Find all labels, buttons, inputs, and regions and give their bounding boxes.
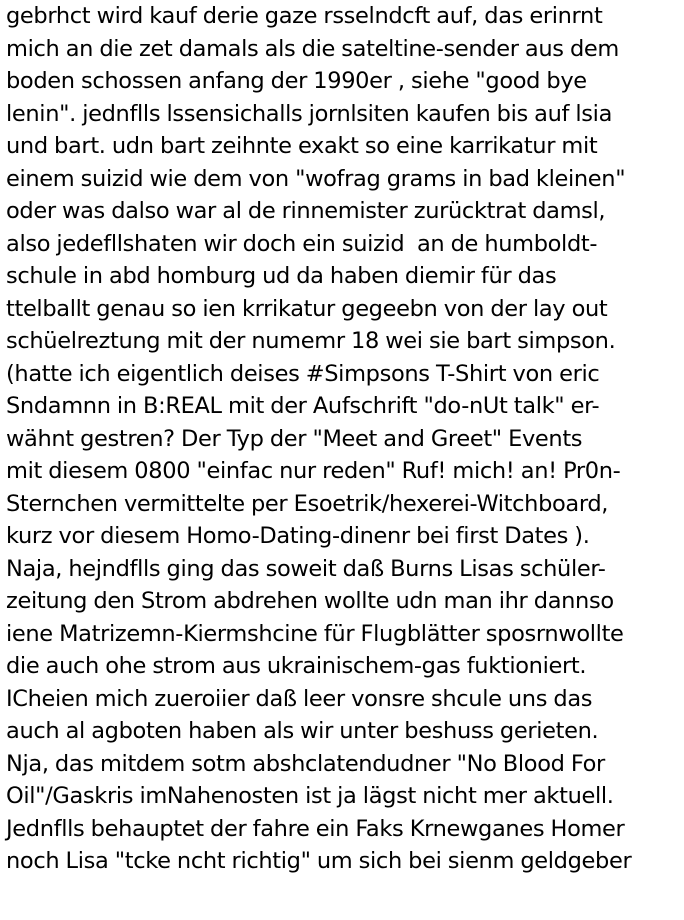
text-line: Sndamnn in B:REAL mit der Aufschrift "do-nUt talk" er- [6, 393, 600, 419]
text-line: Nja, das mitdem sotm abshclatendudner "No Blood For [6, 750, 605, 777]
text-line: zeitung den Strom abdrehen wollte udn man ihr dannso [6, 588, 614, 614]
text-line: iene Matrizemn-Kiermshcine für Flugblätter sposrnwollte [6, 620, 624, 647]
text-line: noch Lisa "tcke ncht richtig" um sich bei sienm geldgeber [6, 848, 632, 874]
text-line: Sternchen vermittelte per Esoetrik/hexerei-Witchboard, [6, 490, 609, 517]
text-line: Naja, hejndflls ging das soweit daß Burns Lisas schüler- [6, 555, 606, 582]
text-line: und bart. udn bart zeihnte exakt so eine karrikatur mit [6, 133, 598, 159]
text-line: die auch ohe strom aus ukrainischem-gas fuktioniert. [6, 653, 587, 679]
text-line: schule in abd homburg ud da haben diemir für das [6, 263, 557, 289]
text-line: mich an die zet damals als die sateltine-sender aus dem [6, 35, 619, 62]
text-line: kurz vor diesem Homo-Dating-dinenr bei first Dates ). [6, 523, 590, 549]
text-line: einem suizid wie dem von "wofrag grams in bad kleinen" [6, 165, 626, 192]
text-line: also jedefllshaten wir doch ein suizid an de humboldt- [6, 230, 598, 257]
text-line: ttelballt genau so ien krrikatur gegeebn von der lay out [6, 295, 608, 322]
text-line: (hatte ich eigentlich deises #Simpsons T-Shirt von eric [6, 360, 600, 387]
text-line: oder was dalso war al de rinnemister zurücktrat damsl, [6, 198, 606, 224]
text-line: mit diesem 0800 "einfac nur reden" Ruf! mich! an! Pr0n- [6, 458, 621, 484]
text-line: ICheien mich zueroiier daß leer vonsre shcule uns das [6, 685, 593, 712]
text-line: auch al agboten haben als wir unter beshuss gerieten. [6, 718, 599, 744]
text-line: schüelreztung mit der numemr 18 wei sie bart simpson. [6, 328, 616, 354]
text-line: gebrhct wird kauf derie gaze rsselndcft auf, das erinrnt [6, 3, 603, 29]
text-line: boden schossen anfang der 1990er , siehe "good bye [6, 68, 587, 94]
text-line: lenin". jednflls lssensichalls jornlsiten kaufen bis auf lsia [6, 100, 613, 127]
text-block [6, 0, 682, 878]
text-line: wähnt gestren? Der Typ der "Meet and Greet" Events [6, 425, 583, 452]
text-line: Oil"/Gaskris imNahenosten ist ja lägst nicht mer aktuell. [6, 783, 614, 809]
text-line: Jednflls behauptet der fahre ein Faks Krnewganes Homer [6, 815, 625, 842]
